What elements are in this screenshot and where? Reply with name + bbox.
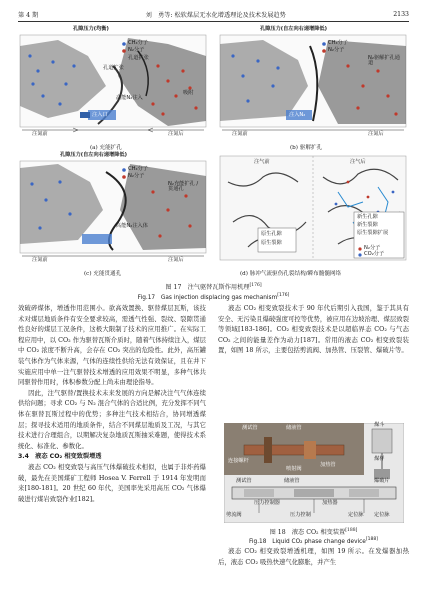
fig18-label-heater-2: 加热器 xyxy=(322,500,338,506)
panel-b-label-ch4: CH₄分子 xyxy=(328,40,348,46)
figure-17-caption-cn xyxy=(0,282,427,291)
panel-a-before: 注氮前 xyxy=(32,131,48,137)
running-title: 刘 勇等: 松软煤层无水化增透理论及技术发展趋势 xyxy=(145,11,286,19)
figure-17-caption-en xyxy=(0,292,427,301)
fig18-label-storage-tube-2: 储液管 xyxy=(284,478,300,484)
panel-c-illustration xyxy=(18,152,208,267)
panel-a-label-expand-2: 孔道扩张 xyxy=(103,65,124,71)
figure-17-caption-cn-ref: [176] xyxy=(249,282,262,288)
figure-17-caption-en-text: Fig.17 Gas injection displacing gas mechanism xyxy=(137,295,278,301)
figure-17-caption-en-ref: [176] xyxy=(277,293,290,299)
panel-c-label-inject: 高能N₂注入体 xyxy=(116,223,148,229)
panel-b-label-n2: N₂分子 xyxy=(328,47,345,53)
panel-c-after: 注氮后 xyxy=(168,257,184,263)
figure-18-illustration xyxy=(224,423,404,523)
panel-a-label-adsorb: 吸附 xyxy=(183,90,194,96)
fig18-label-heater: 加热管 xyxy=(320,462,336,468)
figure-18-caption-cn-text: 图 18 液态 CO₂ 相变装置 xyxy=(269,529,346,536)
figure-17-panel-a xyxy=(18,26,208,141)
panel-d-after: 注气后 xyxy=(350,159,366,165)
fig18-label-coal-sample: 煤样 xyxy=(374,456,385,462)
panel-b-illustration xyxy=(218,26,408,141)
section-heading: 3.4 液态 CO₂ 相变致裂增透 xyxy=(18,453,102,461)
fig18-label-test-tube: 测试管 xyxy=(242,425,258,431)
figure-18-caption-en xyxy=(218,536,409,545)
figure-17-panel-b xyxy=(218,26,408,141)
fig18-label-screw: 连接螺杆 xyxy=(228,458,249,464)
fig18-label-positioning-2: 定位脉 xyxy=(348,512,364,518)
panel-a-illustration xyxy=(18,26,208,141)
right-column-bottom xyxy=(218,547,409,568)
figure-18-photo xyxy=(224,423,404,523)
fig18-label-rupture-disc: 爆破片 xyxy=(374,478,390,484)
figure-18-caption-en-text: Fig.18 Liquid CO₂ phase change device xyxy=(249,539,366,545)
fig18-label-pressure-controller: 压力控制器 xyxy=(254,500,280,506)
paragraph-right-2: 液态 CO₂ 相变致裂增透机理，如图 19 所示。在发爆器加热后，液态 CO₂ 吸热快速气化膨胀，并产生 xyxy=(218,548,409,566)
paragraph-left-3: 液态 CO₂ 相变致裂与高压气体爆破技术相似，也属于非炸药爆破，最先在美国煤矿工程师 Hosea V. Ferrell 于 1914 年发明而来[180-181]。20 世纪 60 年代，美国率先采用高压 CO₂ 气体爆破进行煤岩致裂作业[182]。 xyxy=(18,463,206,503)
panel-a-label-inlet: 注入口 xyxy=(92,112,108,118)
panel-c-caption: (c) 充能贯通孔 xyxy=(84,271,122,277)
panel-b-label-inject: 注入N₂ xyxy=(289,112,306,118)
panel-d-n2: N₂分子 xyxy=(364,245,381,251)
panel-b-before: 注氮前 xyxy=(232,131,248,137)
right-column xyxy=(218,304,409,357)
panel-a-label-ch4: CH₄分子 xyxy=(128,40,148,46)
fig18-label-pressure-control: 压力控制 xyxy=(290,512,311,518)
panel-c-top-label: 孔隙压力(自左向右递增降低) xyxy=(60,152,127,158)
panel-a-caption: (a) 充能扩孔 xyxy=(90,145,122,151)
fig18-label-storage-tube: 储液管 xyxy=(286,425,302,431)
figure-18-caption-cn xyxy=(218,527,409,536)
panel-d-new-crack: 新生裂隙 xyxy=(357,222,378,228)
panel-c-before: 注氮前 xyxy=(32,257,48,263)
header-rule xyxy=(18,21,409,22)
panel-d-before: 注气前 xyxy=(254,159,270,165)
panel-a-label-inject: 高能N₂注入 xyxy=(116,95,143,101)
figure-17-panel-c xyxy=(18,152,208,267)
panel-d-primary-pore: 原生孔隙 xyxy=(261,231,282,237)
panel-a-top-label: 孔隙压力(均衡) xyxy=(73,26,109,32)
panel-b-caption: (b) 驱解扩孔 xyxy=(290,145,323,151)
panel-b-top-label: 孔隙压力(自左向右递增降低) xyxy=(260,26,327,32)
figure-17-caption-cn-text: 图 17 注气驱替瓦斯作用机理 xyxy=(165,284,250,291)
figure-18-caption-cn-ref: [188] xyxy=(345,527,358,533)
panel-a-after: 注氮后 xyxy=(168,131,184,137)
fig18-label-test-tube-2: 测试管 xyxy=(236,478,252,484)
panel-d-crack-extend: 原生裂隙扩展 xyxy=(357,230,389,236)
panel-b-after: 注氮后 xyxy=(368,131,384,137)
fig18-label-jet-valve: 喷射阀 xyxy=(286,466,302,472)
paragraph-right-1: 液态 CO₂ 相变致裂技术于 90 年代后期引入我国，鉴于其具有安全、无污染且爆破强度可控等优势，被应用在边坡治理、煤层致裂等领域[183-186]。CO₂ 相变致裂技术是以超临界态 CO₂ 与气态 CO₂ 之间的能量差作为动力[187]。常用的液态 CO₂ 相变致裂装置，如图 18 所示，主要包括剪流阀、加热管、压裂管、爆破片等。 xyxy=(218,305,409,355)
paragraph-left-1: 效破碎煤体，增透作用范围小。欲高效置换、驱替煤层瓦斯，该技术对煤层地质条件有安全要求较高，需透气性强、裂纹、裂隙贯通性良好的煤层工况条件，这极大限制了技术的应用推广。在实际工程应用中，以 CO₂ 作为驱替瓦斯介质时，随着气体持续注入，煤层中 CO₂ 浓度不断升高，会存在 CO₂ 突出的危险性。此外，高压罐装气体作为气体来源，气体的连续性供给无法有效保证，且在井下实施应用中单一注气驱替技术增透的应用效果不明显，多种气体共同驱替作用时，体积参数分配上尚未由理论指导。 xyxy=(18,305,206,387)
left-column xyxy=(18,304,206,505)
panel-b-label-channel: N₂驱解扩孔通道 xyxy=(368,55,400,67)
panel-d-co2: CO₂分子 xyxy=(364,251,385,257)
panel-c-label-n2: N₂分子 xyxy=(128,173,145,179)
page-number: 2133 xyxy=(393,10,409,18)
issue-number: 第 4 期 xyxy=(18,11,39,19)
figure-17 xyxy=(18,26,409,277)
panel-c-label-channel: N₂充能扩孔 / 贯通孔 xyxy=(168,181,199,193)
fig18-label-shear-valve: 剪流阀 xyxy=(226,512,242,518)
figure-18-caption-en-ref: [188] xyxy=(365,537,378,543)
fig18-label-hopper: 煤斗 xyxy=(374,422,385,428)
paragraph-left-2: 因此，注气驱替/置换技术未来发展的方向是解决注气气体连续供给问题；寻求 CO₂ 与 N₂ 混合气体的合适比例，充分发挥不同气体在驱替瓦斯过程中的优势；多种注气技术相结合，协同增透煤层；探寻技术适用的地质条件，结合不同煤层地质及工况，与其它技术进行合理组合，以期解决复杂地质瓦斯抽采难题，使得技术系统化、标准化、参数化。 xyxy=(18,389,206,450)
panel-a-label-n2: N₂分子 xyxy=(128,47,145,53)
page-header xyxy=(18,8,409,20)
figure-17-panel-d xyxy=(218,152,408,267)
panel-c-label-ch4: CH₄分子 xyxy=(128,166,148,172)
panel-d-primary-crack: 原生裂隙 xyxy=(261,240,282,246)
fig18-label-positioning: 定位脉 xyxy=(374,512,390,518)
panel-d-caption: (d) 脉冲气流驱伤孔裂结构/瞬布髓髓网络 xyxy=(240,271,342,277)
panel-d-new-pore: 新生孔隙 xyxy=(357,214,378,220)
panel-a-label-expand-1: 孔道扩张 xyxy=(128,55,149,61)
